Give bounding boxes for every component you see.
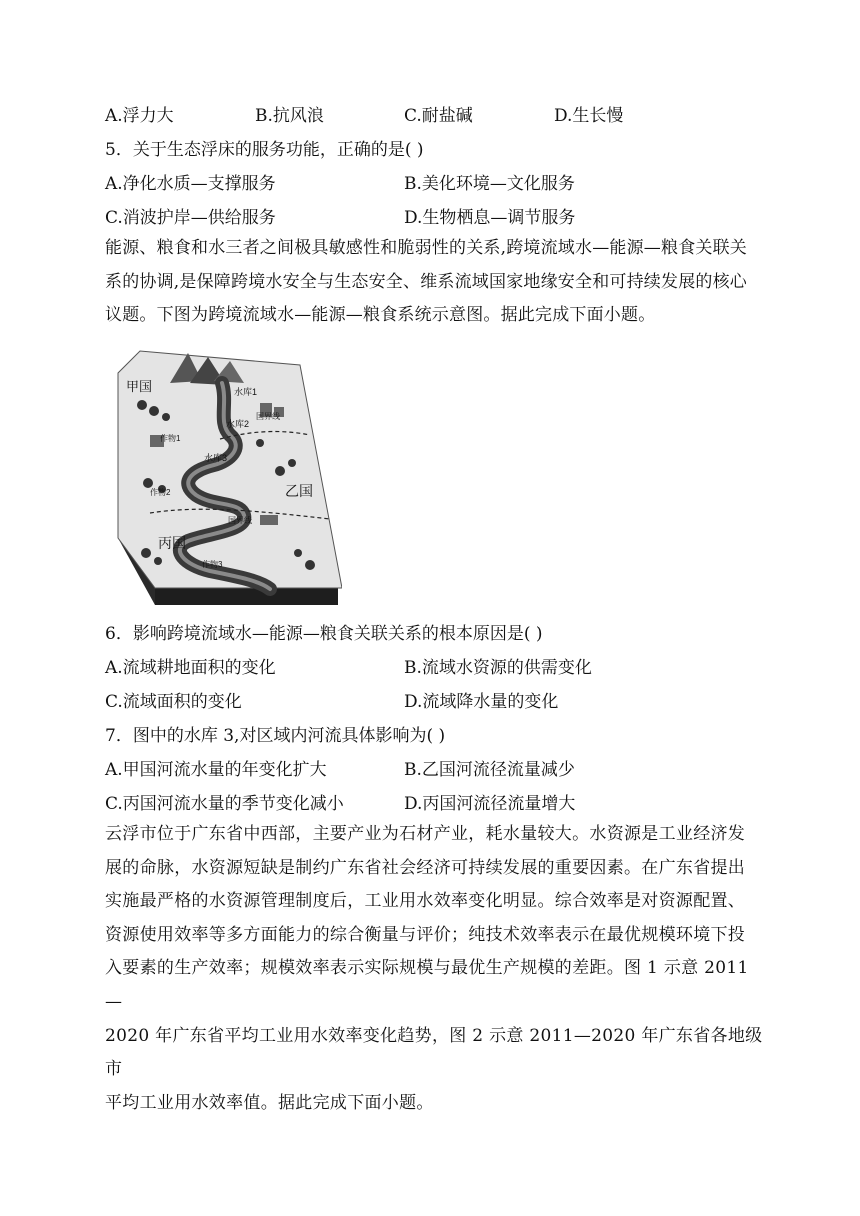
passage2-line: 实施最严格的水资源管理制度后，工业用水效率变化明显。综合效率是对资源配置、 bbox=[105, 891, 746, 912]
passage2-line: 2020 年广东省平均工业用水效率变化趋势，图 2 示意 2011—2020 年广东省各地级市 bbox=[105, 1025, 763, 1080]
label-reservoir-3: 水库3 bbox=[204, 453, 228, 463]
label-reservoir-1: 水库1 bbox=[234, 387, 258, 397]
passage2-line: 资源使用效率等多方面能力的综合衡量与评价；纯技术效率表示在最优规模环境下投 bbox=[105, 924, 746, 945]
q5-option-d: D.生物栖息—调节服务 bbox=[404, 208, 576, 228]
q4-option-b: B.抗风浪 bbox=[255, 106, 324, 126]
q6-option-d: D.流域降水量的变化 bbox=[404, 692, 559, 712]
passage1-line: 能源、粮食和水三者之间极具敏感性和脆弱性的关系,跨境流域水—能源—粮食关联关 bbox=[105, 238, 748, 258]
q7-option-a: A.甲国河流水量的年变化扩大 bbox=[105, 760, 327, 780]
label-crop-2: 作物2 bbox=[150, 488, 171, 497]
q4-option-d: D.生长慢 bbox=[554, 106, 624, 126]
q4-option-c: C.耐盐碱 bbox=[404, 106, 473, 126]
q4-option-a: A.浮力大 bbox=[105, 106, 174, 126]
passage2-line: 展的命脉，水资源短缺是制约广东省社会经济可持续发展的重要因素。在广东省提出 bbox=[105, 857, 746, 878]
q7-option-d: D.丙国河流径流量增大 bbox=[404, 794, 576, 814]
passage1-line: 议题。下图为跨境流域水—能源—粮食系统示意图。据此完成下面小题。 bbox=[105, 305, 656, 326]
transboundary-basin-figure bbox=[110, 343, 342, 611]
q6-option-a: A.流域耕地面积的变化 bbox=[105, 658, 276, 678]
passage-yunfu-water-efficiency bbox=[105, 818, 765, 1120]
q6-option-c: C.流域面积的变化 bbox=[105, 692, 242, 712]
label-reservoir-2: 水库2 bbox=[226, 419, 250, 429]
q5-option-b: B.美化环境—文化服务 bbox=[404, 174, 575, 194]
label-country-bing: 丙国 bbox=[158, 535, 186, 551]
q5-option-a: A.净化水质—支撑服务 bbox=[105, 174, 276, 194]
q5-option-c: C.消波护岸—供给服务 bbox=[105, 208, 276, 228]
label-border-upper: 国界线 bbox=[256, 412, 280, 421]
passage2-line: 入要素的生产效率；规模效率表示实际规模与最优生产规模的差距。图 1 示意 2011— bbox=[105, 958, 749, 1012]
q6-stem: 6．影响跨境流域水—能源—粮食关联关系的根本原因是( ) bbox=[105, 624, 543, 644]
label-country-yi: 乙国 bbox=[285, 483, 313, 499]
passage2-line: 平均工业用水效率值。据此完成下面小题。 bbox=[105, 1092, 434, 1113]
q5-stem: 5．关于生态浮床的服务功能，正确的是( ) bbox=[105, 140, 424, 160]
q7-stem: 7．图中的水库 3,对区域内河流具体影响为( ) bbox=[105, 726, 446, 746]
passage-water-energy-food bbox=[105, 232, 765, 333]
basin-block-diagram bbox=[110, 343, 342, 611]
q6-option-b: B.流域水资源的供需变化 bbox=[404, 658, 592, 678]
label-country-jia: 甲国 bbox=[126, 379, 153, 394]
passage2-line: 云浮市位于广东省中西部，主要产业为石材产业，耗水量较大。水资源是工业经济发 bbox=[105, 824, 746, 844]
q7-option-b: B.乙国河流径流量减少 bbox=[404, 760, 575, 780]
label-border-lower: 国界线 bbox=[228, 516, 252, 525]
q7-option-c: C.丙国河流水量的季节变化减小 bbox=[105, 794, 344, 814]
label-crop-1: 作物1 bbox=[160, 434, 181, 443]
passage1-line: 系的协调,是保障跨境水安全与生态安全、维系流域国家地缘安全和可持续发展的核心 bbox=[105, 271, 748, 292]
label-crop-3: 作物3 bbox=[202, 560, 223, 569]
